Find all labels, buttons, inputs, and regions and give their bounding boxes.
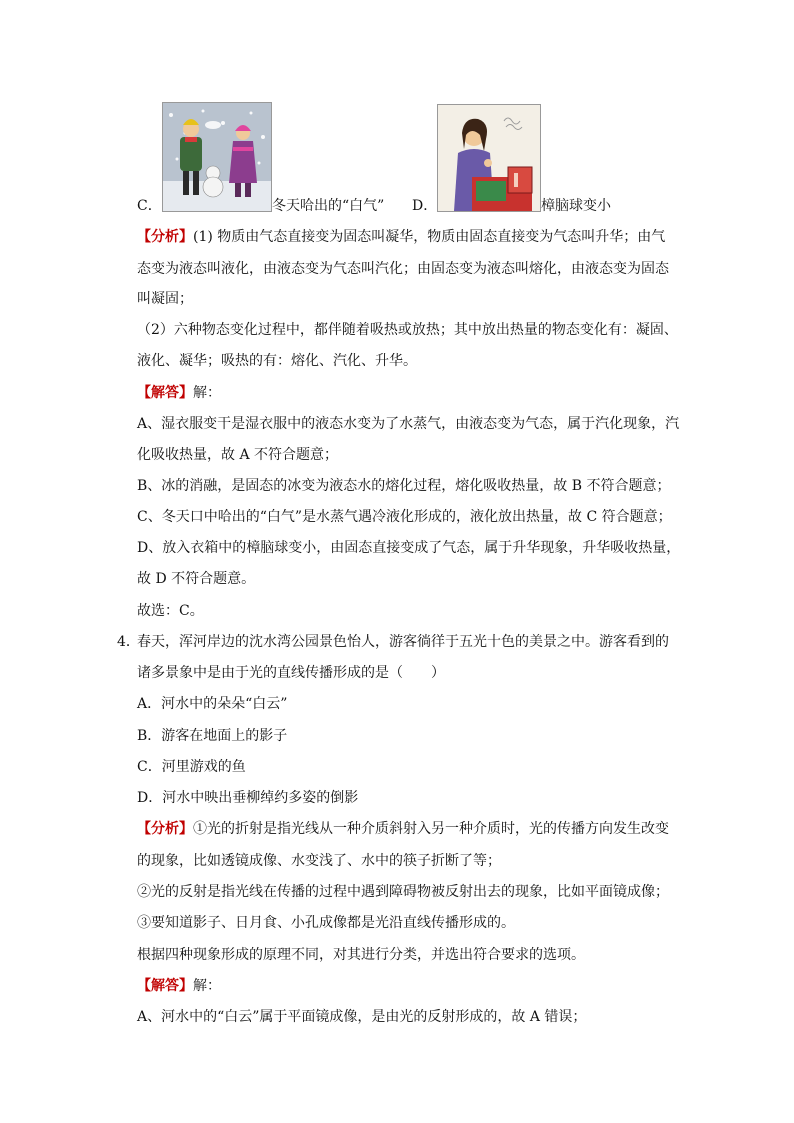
q4-answer-a-line-1: A、河水中的“白云”属于平面镜成像，是由光的反射形成的，故 A 错误； [137,1009,587,1025]
q3-analysis-text-1: (1) 物质由气态直接变为固态叫凝华，物质由固态直接变为气态叫升华；由气 [193,229,666,245]
answer-label: 解： [193,385,221,401]
mothball-image [437,104,541,212]
q4-answer-header [137,976,221,996]
q4-option-b: B．游客在地面上的影子 [137,728,288,744]
q4-option-a: A．河水中的朵朵“白云” [137,696,288,712]
option-c-letter: C． [137,198,162,214]
q3-analysis-line-4: （2）六种物态变化过程中，都伴随着吸热或放热；其中放出热量的物态变化有：凝固、 [137,322,678,338]
answer-tag: 【解答】 [137,385,193,401]
mothball-scene-illustration [438,105,540,211]
q3-analysis-line-5: 液化、凝华；吸热的有：熔化、汽化、升华。 [137,353,417,369]
q4-stem-line-2: 诸多景象中是由于光的直线传播形成的是（ ） [137,665,445,681]
q4-analysis-line-5: 根据四种现象形成的原理不同，对其进行分类，并选出符合要求的选项。 [137,947,585,963]
q3-analysis-line-2: 态变为液态叫液化，由液态变为气态叫汽化；由固态变为液态叫熔化，由液态变为固态 [137,261,669,277]
q4-analysis-line-1 [137,819,669,839]
answer-label: 解： [193,978,221,994]
q3-answer-d-line-2: 故 D 不符合题意。 [137,571,256,587]
q3-answer-a-line-1: A、湿衣服变干是湿衣服中的液态水变为了水蒸气，由液态变为气态，属于汽化现象，汽 [137,416,680,432]
winter-scene-illustration [163,103,271,211]
q3-analysis-line-3: 叫凝固； [137,291,193,307]
q4-analysis-line-2: 的现象，比如透镜成像、水变浅了、水中的筷子折断了等； [137,853,501,869]
q4-number: 4． [117,634,140,650]
q3-answer-c-line-1: C、冬天口中哈出的“白气”是水蒸气遇冷液化形成的，液化放出热量，故 C 符合题意； [137,509,672,525]
q4-analysis-line-3: ②光的反射是指光线在传播的过程中遇到障碍物被反射出去的现象，比如平面镜成像； [137,884,669,900]
q4-analysis-text-1: ①光的折射是指光线从一种介质斜射入另一种介质时，光的传播方向发生改变 [193,821,669,837]
analysis-tag: 【分析】 [137,821,193,837]
q4-option-c: C．河里游戏的鱼 [137,759,246,775]
q3-answer-header [137,383,221,403]
analysis-tag: 【分析】 [137,229,193,245]
q4-stem-line-1: 春天，浑河岸边的沈水湾公园景色怡人，游客徜徉于五光十色的美景之中。游客看到的 [137,634,669,650]
winter-breath-image [162,102,272,212]
q3-answer-b-line-1: B、冰的消融，是固态的冰变为液态水的熔化过程，熔化吸收热量，故 B 不符合题意； [137,478,671,494]
option-d-letter: D． [412,198,438,214]
q3-answer-d-line-1: D、放入衣箱中的樟脑球变小，由固态直接变成了气态，属于升华现象，升华吸收热量， [137,540,681,556]
q4-option-d: D．河水中映出垂柳绰约多姿的倒影 [137,790,359,806]
answer-tag: 【解答】 [137,978,193,994]
q4-analysis-line-4: ③要知道影子、日月食、小孔成像都是光沿直线传播形成的。 [137,915,515,931]
q3-choice: 故选：C。 [137,603,204,619]
q3-answer-a-line-2: 化吸收热量，故 A 不符合题意； [137,447,339,463]
q3-analysis-line-1 [137,227,665,247]
option-d-caption: 樟脑球变小 [541,198,611,214]
option-c-caption: 冬天哈出的“白气” [272,198,385,214]
